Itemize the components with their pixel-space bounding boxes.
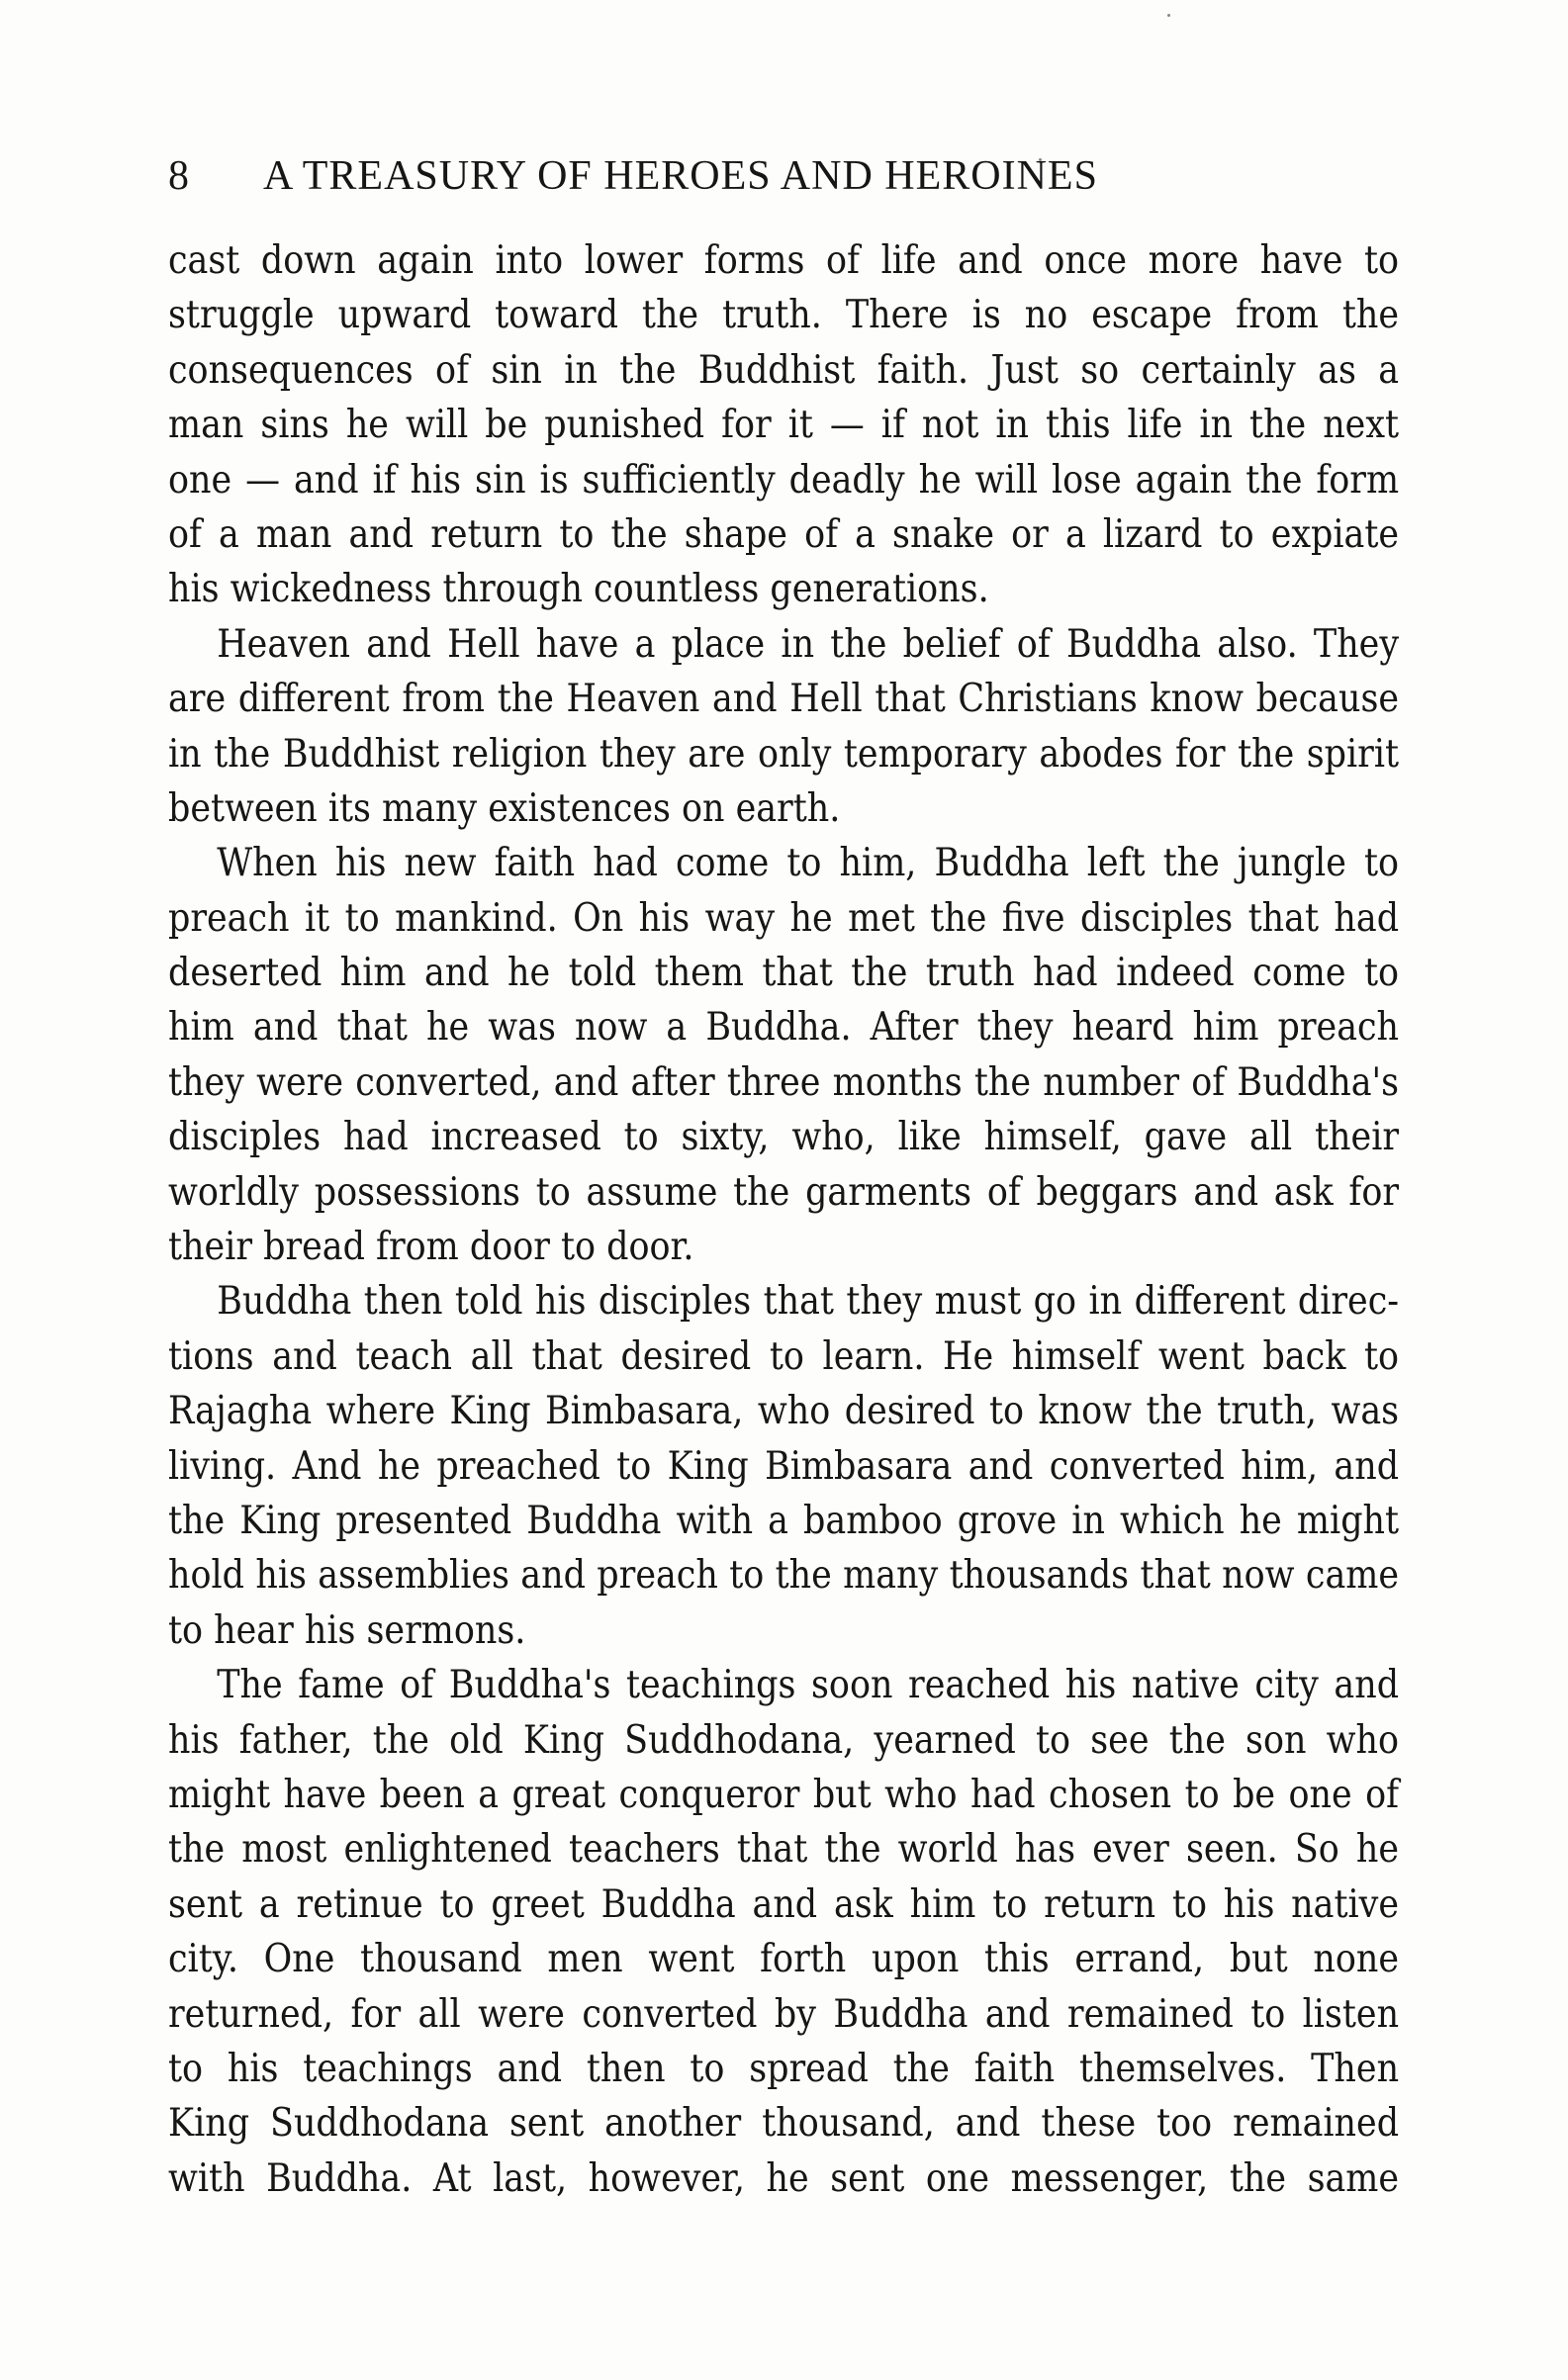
text-line: one — and if his sin is sufficiently deadly he will lose again the form (168, 457, 1400, 503)
text-line: hold his assemblies and preach to the many thousands that now came (168, 1553, 1400, 1599)
text-line: his father, the old King Suddhodana, yearned to see the son who (168, 1717, 1400, 1763)
paragraph (168, 617, 1399, 837)
text-line: his wickedness through countless generations. (168, 567, 989, 612)
text-line: they were converted, and after three months the number of Buddha's (168, 1059, 1400, 1105)
paragraph (168, 1274, 1399, 1658)
text-line: city. One thousand men went forth upon this errand, but none (168, 1937, 1400, 1982)
text-line: the King presented Buddha with a bamboo grove in which he might (168, 1498, 1400, 1543)
text-line: between its many existences on earth. (168, 785, 841, 831)
text-line: in the Buddhist religion they are only temporary abodes for the spirit (168, 731, 1400, 777)
text-line: deserted him and he told them that the truth had indeed come to (168, 951, 1400, 996)
paragraph (168, 836, 1399, 1274)
text-line: consequences of sin in the Buddhist faith. Just so certainly as a (168, 347, 1400, 393)
text-line: preach it to mankind. On his way he met the five disciples that had (168, 895, 1400, 941)
text-line: The fame of Buddha's teachings soon reached his native city and (217, 1663, 1400, 1708)
text-line: cast down again into lower forms of life and once more have to (168, 238, 1400, 283)
text-line: Rajagha where King Bimbasara, who desired to know the truth, was (168, 1389, 1400, 1434)
text-line: him and that he was now a Buddha. After they heard him preach (168, 1005, 1400, 1051)
text-line: worldly possessions to assume the garments of beggars and ask for (168, 1169, 1400, 1215)
text-line: tions and teach all that desired to learn. He himself went back to (168, 1333, 1400, 1379)
text-line: of a man and return to the shape of a snake or a lizard to expiate (168, 511, 1400, 557)
text-line: might have been a great conqueror but who had chosen to be one of (168, 1772, 1400, 1817)
text-line: are different from the Heaven and Hell that Christians know because (168, 677, 1400, 722)
text-line: returned, for all were converted by Buddha and remained to listen (168, 1991, 1400, 2037)
page-number: 8 (168, 153, 190, 199)
running-title: A TREASURY OF HEROES AND HEROINES (263, 153, 1098, 199)
text-line: the most enlightened teachers that the world has ever seen. So he (168, 1827, 1400, 1873)
text-line: King Suddhodana sent another thousand, and these too remained (168, 2101, 1400, 2147)
text-line: their bread from door to door. (168, 1225, 694, 1270)
text-line: Buddha then told his disciples that they must go in different direc- (217, 1279, 1400, 1325)
text-line: to hear his sermons. (168, 1607, 526, 1653)
body-text (168, 233, 1399, 2206)
text-line: When his new faith had come to him, Buddha left the jungle to (217, 841, 1400, 886)
text-line: struggle upward toward the truth. There is no escape from the (168, 293, 1400, 338)
text-line: sent a retinue to greet Buddha and ask him to return to his native (168, 1881, 1400, 1927)
running-head (168, 146, 1400, 206)
text-line: disciples had increased to sixty, who, like himself, gave all their (168, 1115, 1400, 1160)
text-line: with Buddha. At last, however, he sent one messenger, the same (168, 2155, 1400, 2201)
scan-speck (1167, 14, 1170, 17)
paragraph (168, 233, 1399, 617)
paragraph (168, 1658, 1399, 2206)
text-line: living. And he preached to King Bimbasara and converted him, and (168, 1443, 1400, 1489)
text-line: to his teachings and then to spread the faith themselves. Then (168, 2046, 1400, 2091)
text-line: man sins he will be punished for it — if not in this life in the next (168, 403, 1400, 448)
text-line: Heaven and Hell have a place in the belief of Buddha also. They (217, 621, 1400, 667)
